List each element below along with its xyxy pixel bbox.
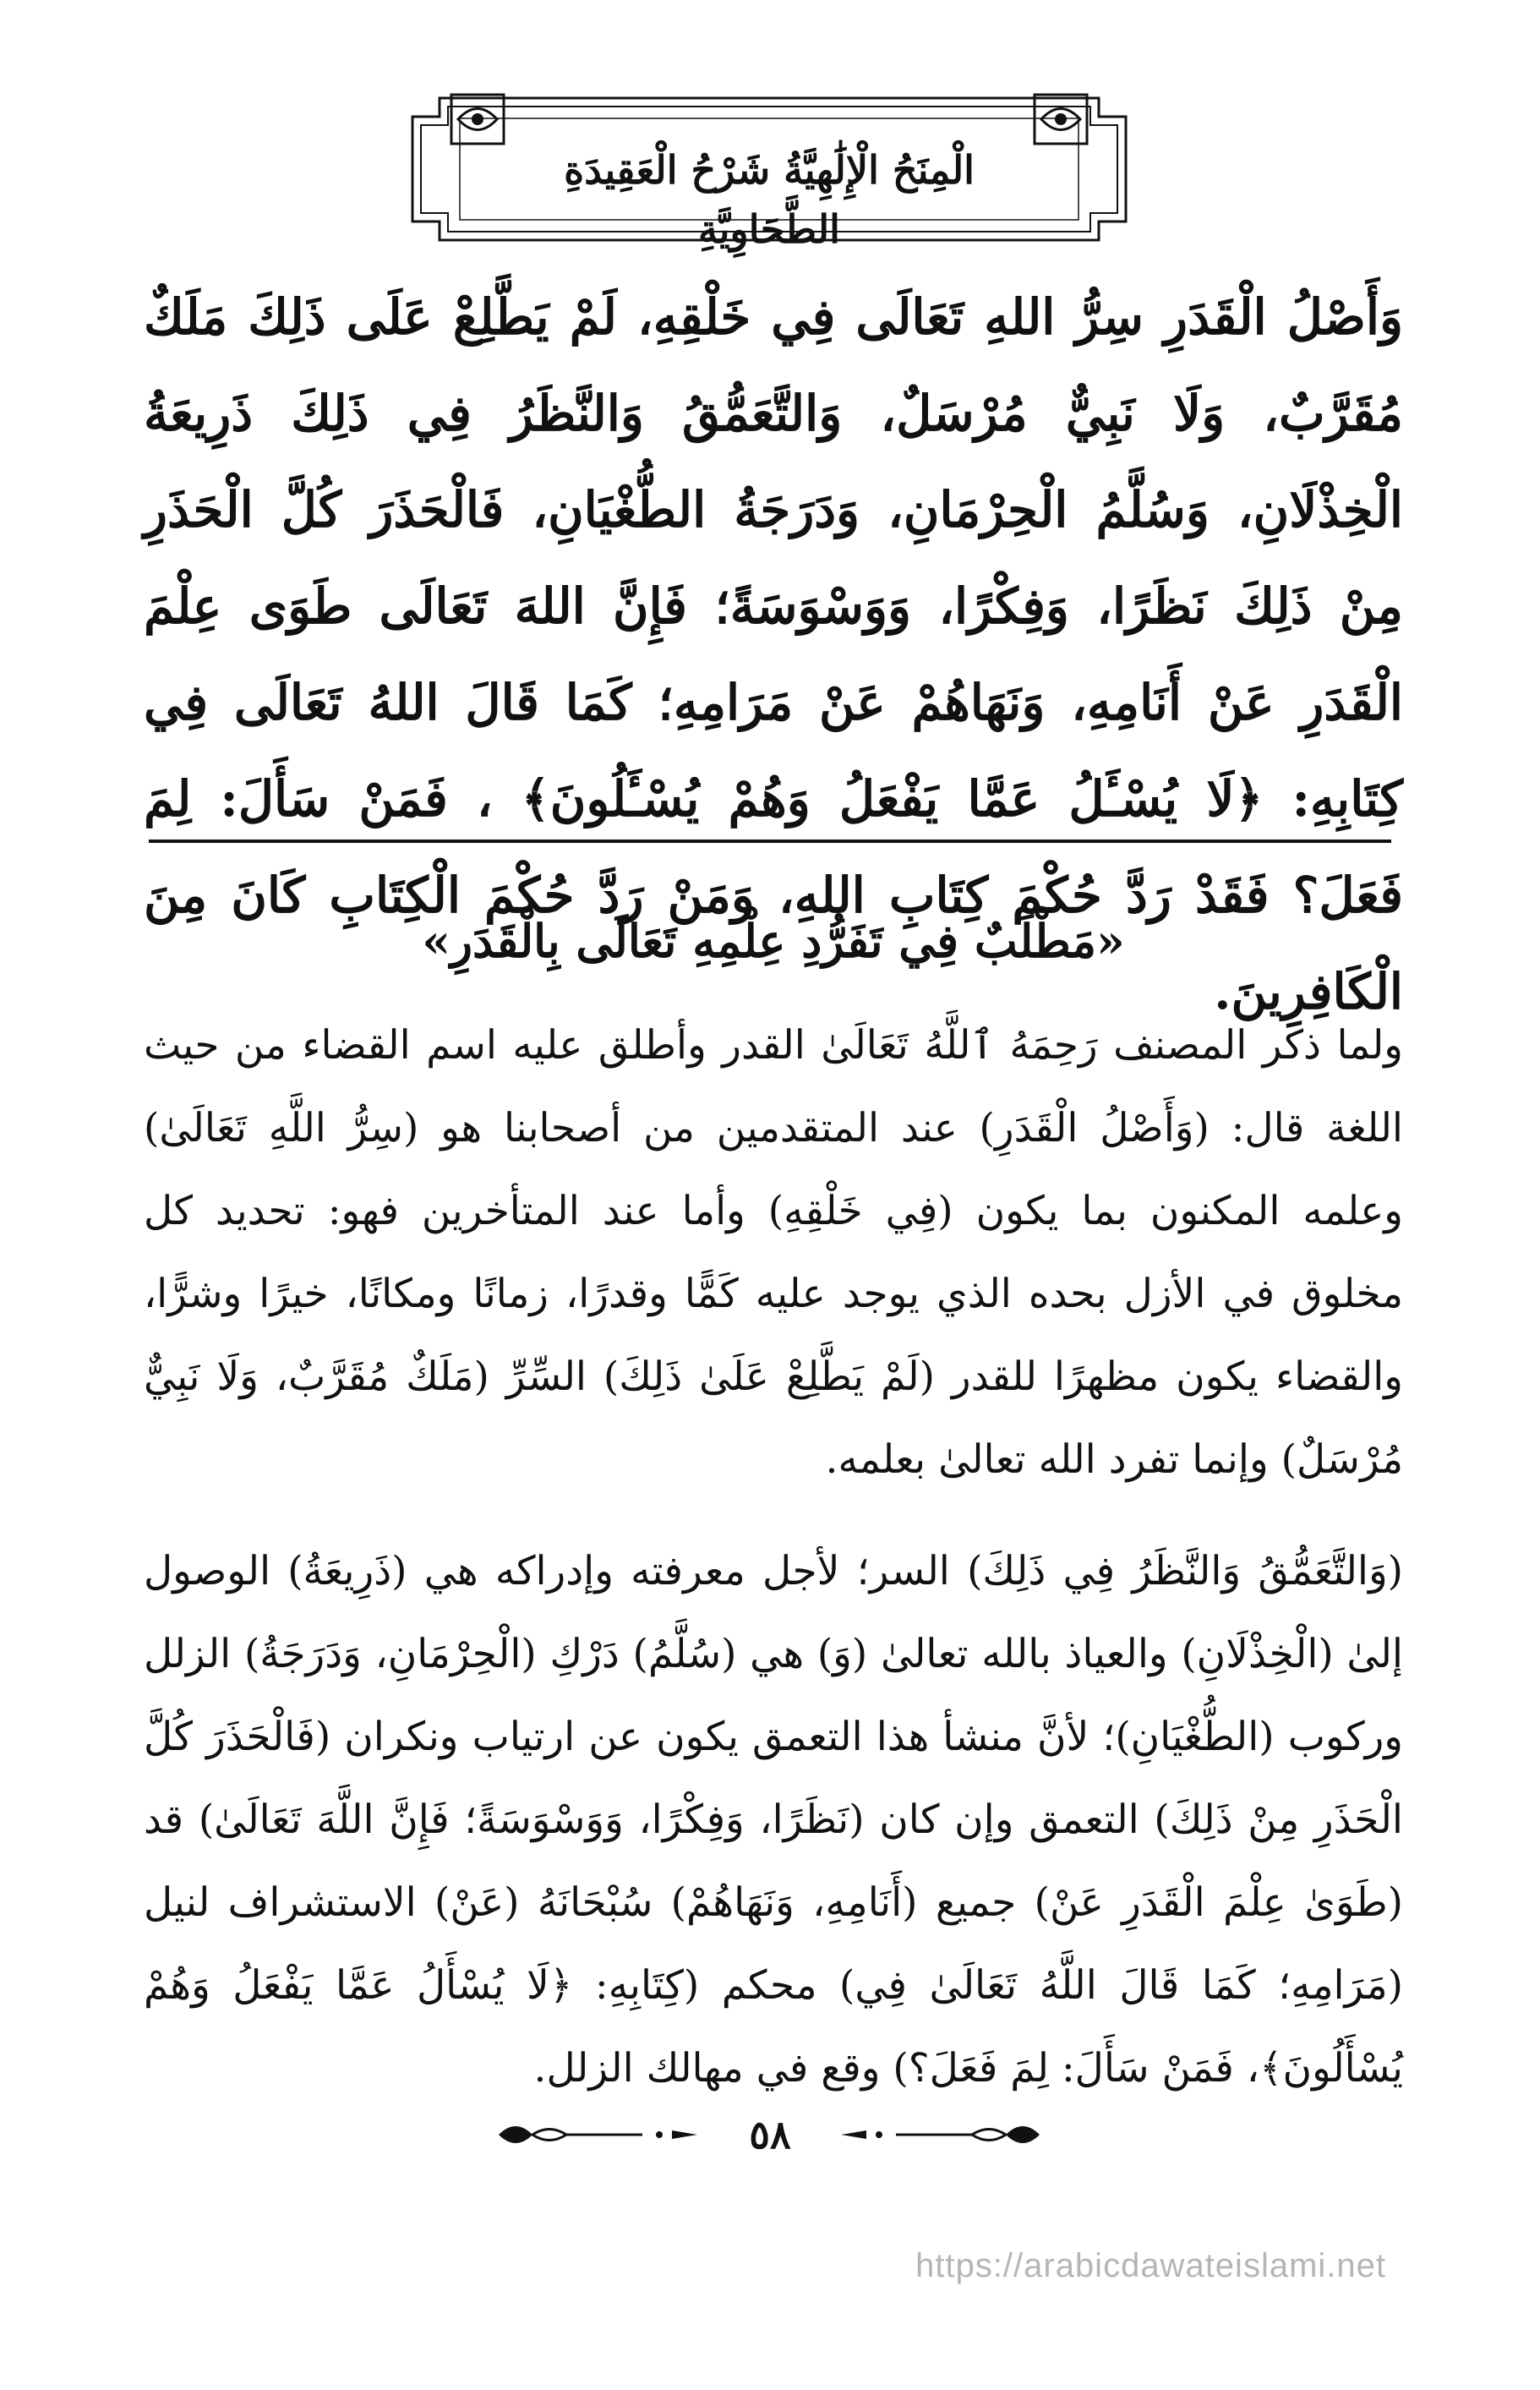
separator-line — [149, 840, 1391, 843]
header-left-ornament — [448, 91, 507, 147]
page-number: ٥٨ — [724, 2105, 816, 2164]
header-frame — [406, 91, 1133, 252]
header-right-ornament — [1031, 91, 1090, 147]
commentary-paragraph-2: (وَالتَّعَمُّقُ وَالنَّظَرُ فِي ذَلِكَ) السر؛ لأجل معرفته وإدراكه هي (ذَرِيعَةُ) الوصول إلىٰ (الْخِذْلَانِ) والعياذ بالله تعالىٰ (وَ) هي (سُلَّمُ) دَرْكِ (الْحِرْمَانِ، وَدَرَجَةُ) الزلل وركوب (الطُّغْيَانِ)؛ لأنَّ منشأ هذا التعمق يكون عن ارتياب ونكران (فَالْحَذَرَ كُلَّ الْحَذَرِ مِنْ ذَلِكَ) التعمق وإن كان (نَظَرًا، وَفِكْرًا، وَوَسْوَسَةً؛ فَإِنَّ اللَّهَ تَعَالَىٰ) قد (طَوَىٰ عِلْمَ الْقَدَرِ عَنْ) جميع (أَنَامِهِ، وَنَهَاهُمْ) سُبْحَانَهُ (عَنْ) الاستشراف لنيل (مَرَامِهِ؛ كَمَا قَالَ اللَّهُ تَعَالَىٰ فِي) محكم (كِتَابِهِ: ﴿لَا يُسْأَلُ عَمَّا يَفْعَلُ وَهُمْ يُسْأَلُونَ﴾، فَمَنْ سَأَلَ: لِمَ فَعَلَ؟) وقع في مهالك الزلل. — [144, 1548, 1403, 2092]
matn-paragraph: وَأَصْلُ الْقَدَرِ سِرُّ اللهِ تَعَالَى فِي خَلْقِهِ، لَمْ يَطَّلِعْ عَلَى ذَلِكَ مَلَكٌ مُقَرَّبٌ، وَلَا نَبِيٌّ مُرْسَلٌ، وَالتَّعَمُّقُ وَالنَّظَرُ فِي ذَلِكَ ذَرِيعَةُ الْخِذْلَانِ، وَسُلَّمُ الْحِرْمَانِ، وَدَرَجَةُ الطُّغْيَانِ، فَالْحَذَرَ كُلَّ الْحَذَرِ مِنْ ذَلِكَ نَظَرًا، وَفِكْرًا، وَوَسْوَسَةً؛ فَإِنَّ اللهَ تَعَالَى طَوَى عِلْمَ الْقَدَرِ عَنْ أَنَامِهِ، وَنَهَاهُمْ عَنْ مَرَامِهِ؛ كَمَا قَالَ اللهُ تَعَالَى فِي كِتَابِهِ: ﴿لَا يُسْـَٔلُ عَمَّا يَفْعَلُ وَهُمْ يُسْـَٔلُونَ﴾ ، فَمَنْ سَأَلَ: لِمَ فَعَلَ؟ فَقَدْ رَدَّ حُكْمَ كِتَابِ اللهِ، وَمَنْ رَدَّ حُكْمَ الْكِتَابِ كَانَ مِنَ الْكَافِرِينَ. — [144, 288, 1403, 1020]
section-heading: «مَطْلَبٌ فِي تَفَرُّدِ عِلْمِهِ تَعَالَى بِالْقَدَرِ» — [422, 914, 1125, 968]
watermark-url: https://arabicdawateislami.net — [915, 2247, 1386, 2284]
book-title: الْمِنَحُ الْإِلَٰهِيَّةُ شَرْحُ الْعَقِيدَةِ الطَّحَاوِيَّةِ — [564, 147, 975, 252]
commentary-paragraph-1: ولما ذكر المصنف رَحِمَهُ ٱللَّهُ تَعَالَىٰ القدر وأطلق عليه اسم القضاء من حيث اللغة قال: (وَأَصْلُ الْقَدَرِ) عند المتقدمين من أصحابنا هو (سِرُّ اللَّهِ تَعَالَىٰ) وعلمه المكنون بما يكون (فِي خَلْقِهِ) وأما عند المتأخرين فهو: تحديد كل مخلوق في الأزل بحده الذي يوجد عليه كَمًّا وقدرًا، زمانًا ومكانًا، خيرًا وشرًّا، والقضاء يكون مظهرًا للقدر (لَمْ يَطَّلِعْ عَلَىٰ ذَلِكَ) السِّرِّ (مَلَكٌ مُقَرَّبٌ، وَلَا نَبِيٌّ مُرْسَلٌ) وإنما تفرد الله تعالىٰ بعلمه. — [144, 1022, 1403, 1483]
